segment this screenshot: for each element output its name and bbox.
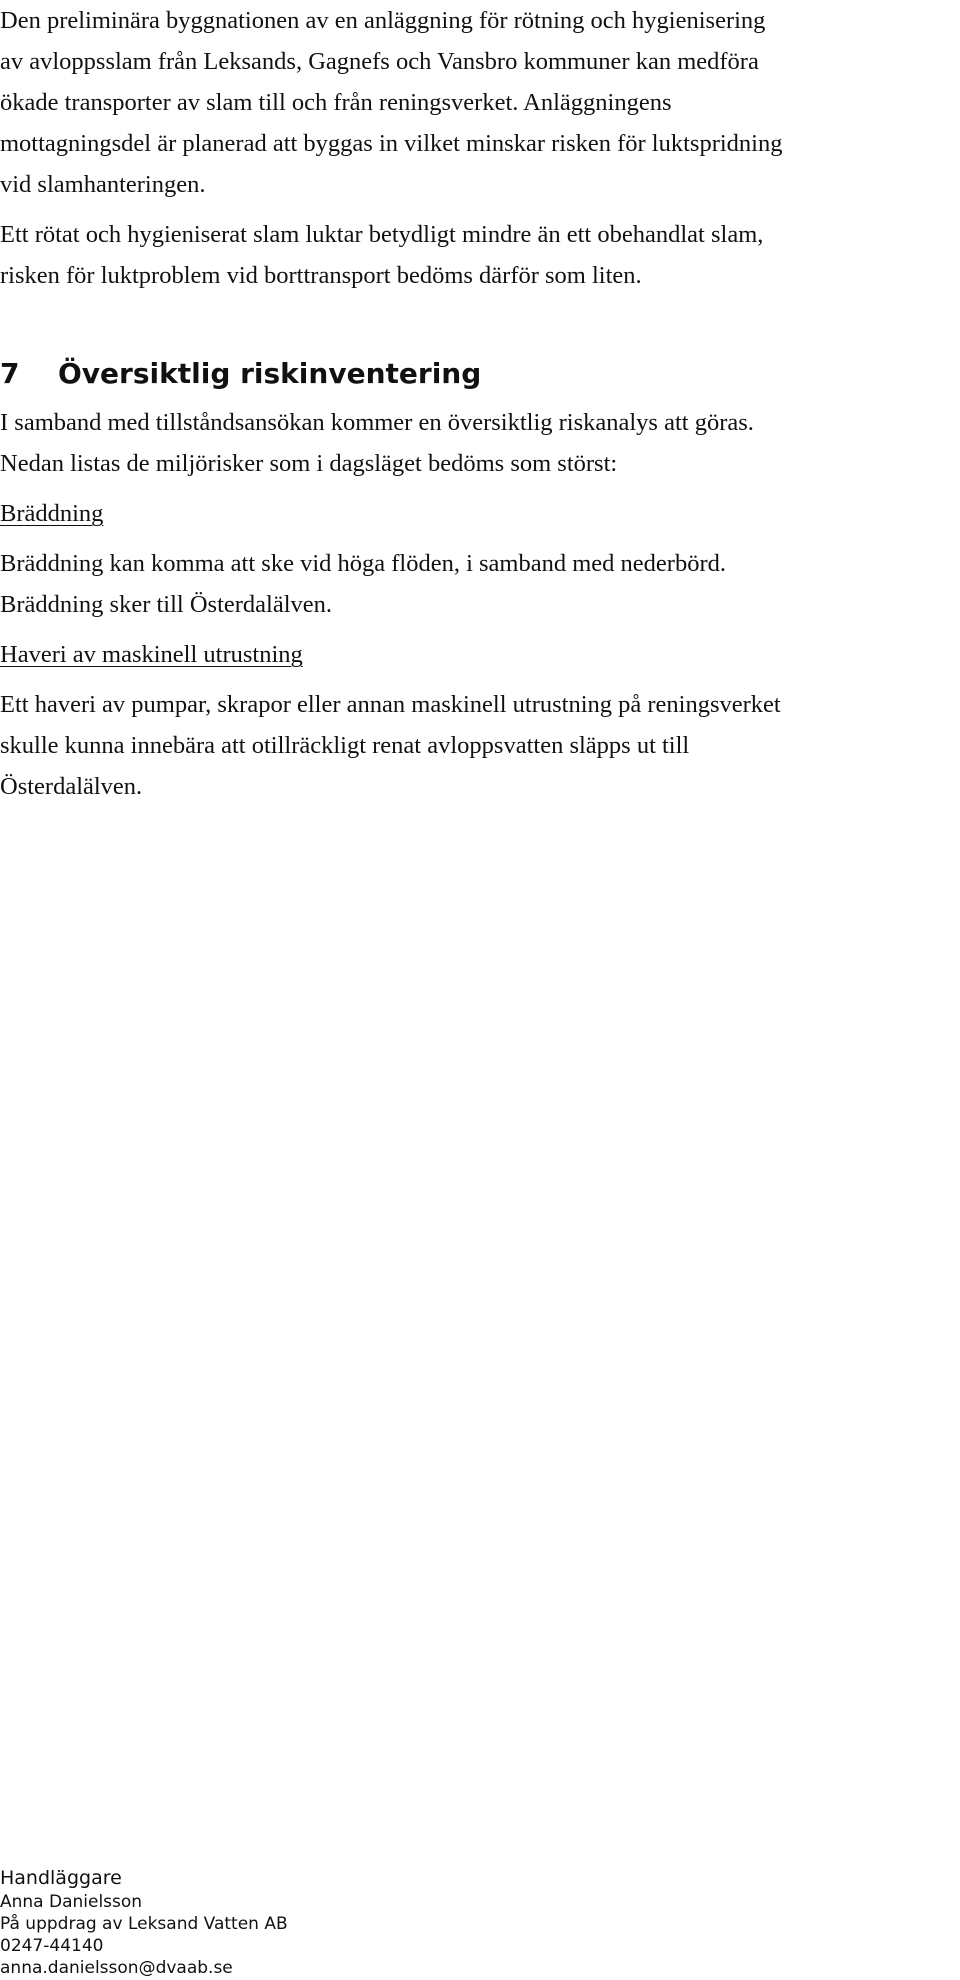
section-number: 7 <box>0 357 20 390</box>
footer-name: Anna Danielsson <box>0 1892 143 1912</box>
intro-paragraph-1: Den preliminära byggnationen av en anläggning för rötning och hygienisering av avloppsslam från Leksands, Gagnefs och Vansbro kommuner kan medföra ökade transporter av slam till och från reningsverket. Anläggningens mottagningsdel är planerad att byggas in vilket minskar risken för luktspridning vid slamhanteringen. <box>0 7 783 198</box>
subsection-title-braddning: Bräddning <box>0 500 104 527</box>
intro-paragraph-2: Ett rötat och hygieniserat slam luktar betydligt mindre än ett obehandlat slam, risken för luktproblem vid borttransport bedöms därför som liten. <box>0 221 764 289</box>
document-body <box>0 0 960 807</box>
subsection-title-haveri: Haveri av maskinell utrustning <box>0 641 303 668</box>
section-title: Översiktlig riskinventering <box>58 357 482 390</box>
footer-email: anna.danielsson@dvaab.se <box>0 1958 233 1978</box>
subsection-text-haveri: Ett haveri av pumpar, skrapor eller annan maskinell utrustning på reningsverket skulle kunna innebära att otillräckligt renat avloppsvatten släpps ut till Österdalälven. <box>0 691 781 800</box>
contact-footer <box>0 1865 960 1979</box>
subsection-text-braddning: Bräddning kan komma att ske vid höga flöden, i samband med nederbörd. Bräddning sker till Österdalälven. <box>0 550 726 618</box>
section-intro: I samband med tillståndsansökan kommer en översiktlig riskanalys att göras. Nedan listas de miljörisker som i dagsläget bedöms som störst: <box>0 409 754 477</box>
section-heading <box>0 357 960 391</box>
footer-assignment: På uppdrag av Leksand Vatten AB <box>0 1914 288 1934</box>
footer-role: Handläggare <box>0 1867 122 1889</box>
footer-phone: 0247-44140 <box>0 1936 104 1956</box>
